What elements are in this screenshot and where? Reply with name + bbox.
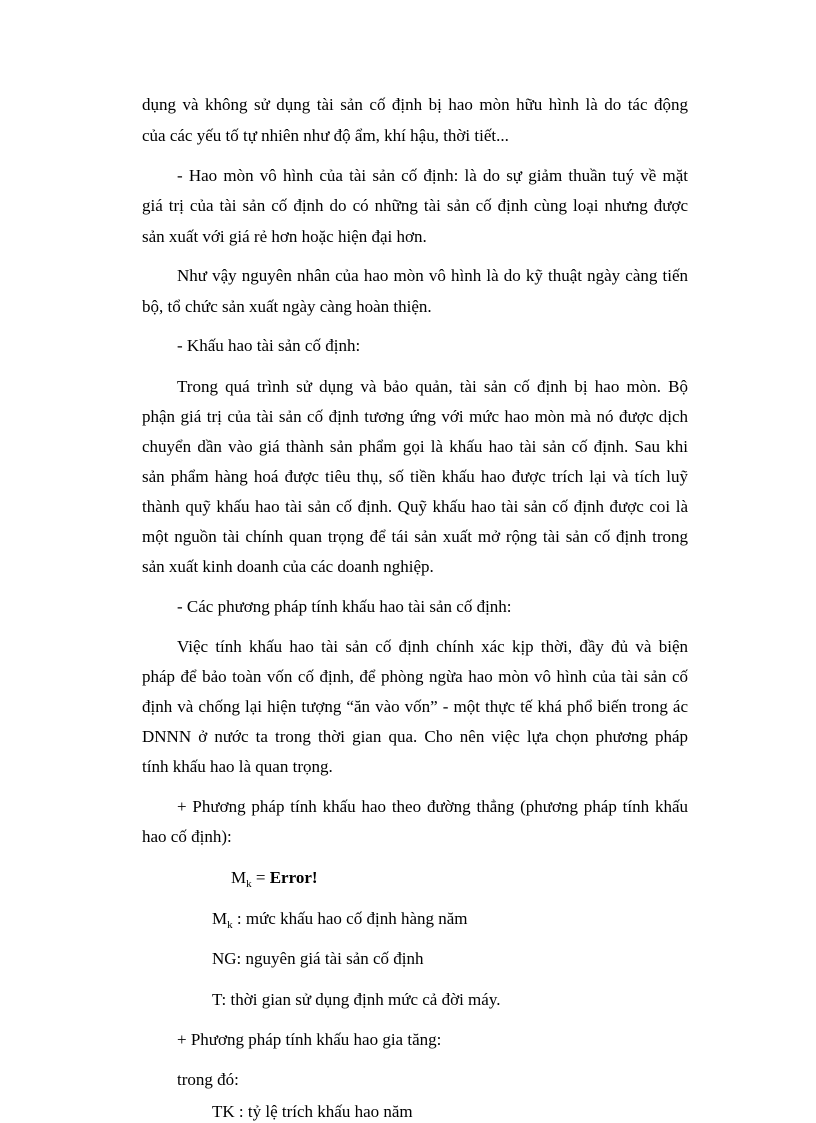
section-heading: + Phương pháp tính khấu hao gia tăng:	[177, 1030, 442, 1049]
paragraph-line: sản phẩm hàng hoá được tiêu thụ, số tiền khấu hao được trích lại và tích luỹ	[142, 467, 688, 486]
paragraph-line: một nguồn tài chính quan trọng để tái sản xuất mở rộng tài sản cố định trong	[142, 527, 688, 546]
definition-tk: TK : tỷ lệ trích khấu hao năm	[212, 1102, 413, 1121]
paragraph-line: + Phương pháp tính khấu hao theo đường thẳng (phương pháp tính khấu	[177, 797, 688, 816]
paragraph-line: dụng và không sử dụng tài sản cố định bị hao mòn hữu hình là do tác động	[142, 95, 688, 114]
paragraph-line: - Hao mòn vô hình của tài sản cố định: là do sự giảm thuần tuý về mặt	[177, 166, 688, 185]
mk-subscript: k	[227, 919, 233, 931]
paragraph-line: DNNN ở nước ta trong thời gian qua. Cho nên việc lựa chọn phương pháp	[142, 727, 688, 746]
section-heading: - Khấu hao tài sản cố định:	[177, 336, 361, 355]
definition-mk	[212, 909, 688, 931]
paragraph-line: thành quỹ khấu hao tài sản cố định. Quỹ khấu hao tài sản cố định được coi là	[142, 497, 688, 516]
paragraph-line: Trong quá trình sử dụng và bảo quản, tài sản cố định bị hao mòn. Bộ	[177, 377, 688, 396]
paragraph-line: Việc tính khấu hao tài sản cố định chính xác kịp thời, đầy đủ và biện	[177, 637, 688, 656]
paragraph-line: phận giá trị của tài sản cố định tương ứng với mức hao mòn mà nó được dịch	[142, 407, 688, 426]
paragraph-line: trong đó:	[177, 1070, 239, 1089]
paragraph-line: Như vậy nguyên nhân của hao mòn vô hình là do kỹ thuật ngày càng tiến	[177, 266, 688, 285]
formula-error: Error!	[269, 868, 318, 887]
paragraph-line: chuyển dần vào giá thành sản phẩm gọi là khấu hao tài sản cố định. Sau khi	[142, 437, 688, 456]
paragraph-line: sản xuất kinh doanh của các doanh nghiệp.	[142, 557, 434, 576]
formula-symbol: M	[231, 868, 247, 887]
definition-ng: NG: nguyên giá tài sản cố định	[212, 949, 424, 968]
definition-t: T: thời gian sử dụng định mức cả đời máy.	[212, 990, 501, 1009]
mk-text: : mức khấu hao cố định hàng năm	[232, 909, 468, 928]
paragraph-line: sản xuất với giá rẻ hơn hoặc hiện đại hơn.	[142, 227, 427, 246]
paragraph-line: pháp để bảo toàn vốn cố định, để phòng ngừa hao mòn vô hình của tài sản cố	[142, 667, 688, 686]
formula	[231, 868, 318, 890]
paragraph-line: tính khấu hao là quan trọng.	[142, 757, 333, 776]
paragraph-line: của các yếu tố tự nhiên như độ ẩm, khí hậu, thời tiết...	[142, 126, 509, 145]
paragraph-line: giá trị của tài sản cố định do có những tài sản cố định cùng loại nhưng được	[142, 196, 688, 215]
section-heading: - Các phương pháp tính khấu hao tài sản cố định:	[177, 597, 512, 616]
mk-symbol: M	[212, 909, 228, 928]
formula-equals: =	[251, 868, 270, 887]
paragraph-line: bộ, tổ chức sản xuất ngày càng hoàn thiện.	[142, 297, 432, 316]
formula-subscript: k	[246, 878, 252, 890]
paragraph-line: hao cố định):	[142, 827, 232, 846]
paragraph-line: định và chống lại hiện tượng “ăn vào vốn” - một thực tế khá phổ biến trong ác	[142, 697, 688, 716]
